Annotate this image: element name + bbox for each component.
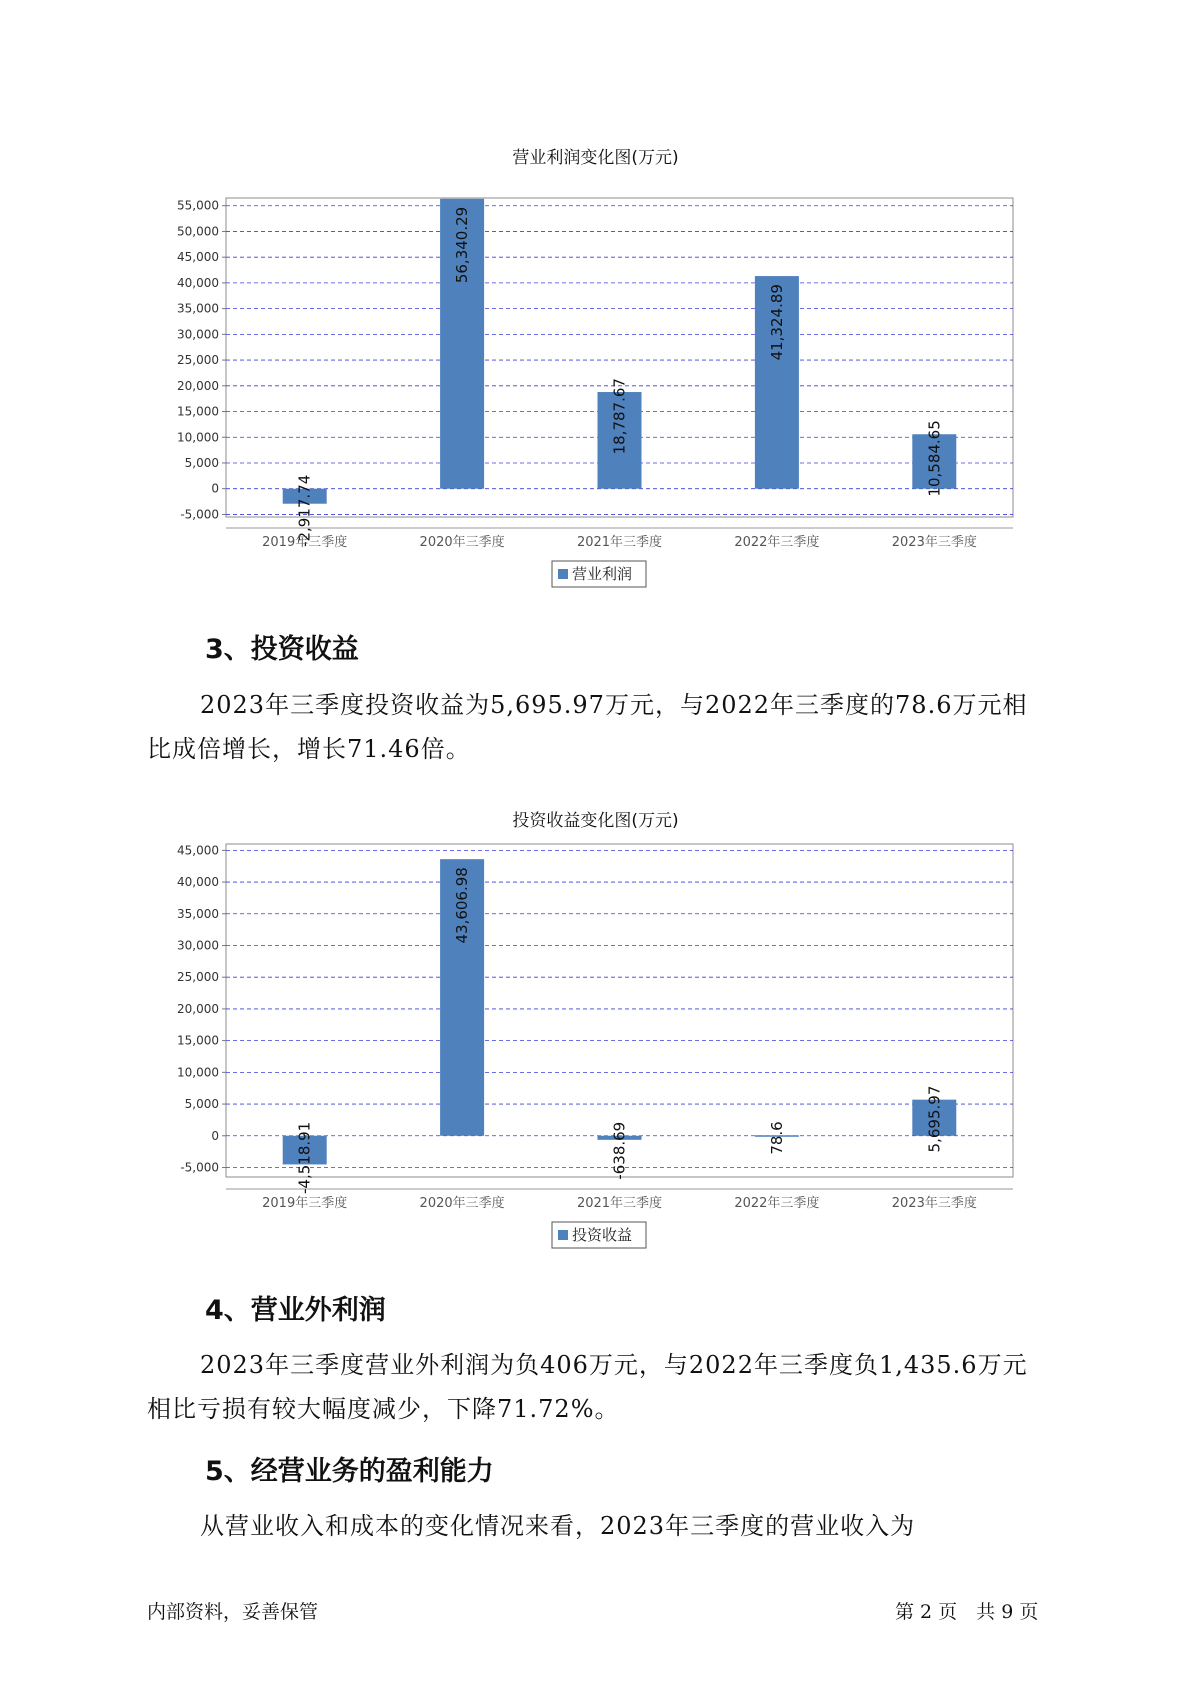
x-tick-label: 2020年三季度: [419, 535, 505, 550]
data-label: -2,917.74: [295, 474, 314, 547]
section3-paragraph: 2023年三季度投资收益为5,695.97万元，与2022年三季度的78.6万元相比成倍增长，增长71.46倍。: [147, 691, 1028, 763]
x-tick-label: 2020年三季度: [419, 1196, 505, 1211]
y-tick-label: 25,000: [177, 970, 219, 985]
legend-label: 投资收益: [572, 1226, 633, 1244]
x-tick-label: 2022年三季度: [734, 1196, 820, 1211]
legend-swatch: [558, 1230, 568, 1240]
y-tick-label: 5,000: [184, 455, 219, 470]
data-label: 41,324.89: [767, 284, 786, 361]
y-tick-label: 20,000: [177, 378, 219, 393]
data-label: 5,695.97: [925, 1085, 944, 1153]
data-label: -638.69: [610, 1121, 629, 1180]
footer-page-number: 第 2 页 共 9 页: [895, 1601, 1039, 1623]
section5-heading: 5、经营业务的盈利能力: [205, 1456, 494, 1487]
x-tick-label: 2023年三季度: [891, 1196, 977, 1211]
data-label: 43,606.98: [453, 867, 472, 944]
y-tick-label: 15,000: [177, 1033, 219, 1048]
y-tick-label: 35,000: [177, 301, 219, 316]
y-tick-label: 10,000: [177, 1065, 219, 1080]
section5-paragraph: 从营业收入和成本的变化情况来看，2023年三季度的营业收入为: [200, 1512, 916, 1540]
data-label: 56,340.29: [453, 206, 472, 284]
legend: [552, 1222, 646, 1248]
section3-heading: 3、投资收益: [205, 634, 359, 665]
section4-paragraph: 2023年三季度营业外利润为负406万元，与2022年三季度负1,435.6万元相比亏损有较大幅度减少，下降71.72%。: [147, 1351, 1028, 1423]
data-label: 10,584.65: [925, 420, 944, 497]
y-tick-label: 0: [211, 481, 219, 496]
x-tick-label: 2022年三季度: [734, 535, 820, 550]
y-tick-label: 0: [211, 1128, 219, 1143]
y-tick-label: 55,000: [177, 198, 219, 213]
data-label: 78.6: [767, 1121, 786, 1155]
x-tick-label: 2023年三季度: [891, 535, 977, 550]
data-label: -4,518.91: [295, 1121, 314, 1194]
y-tick-label: 15,000: [177, 404, 219, 419]
footer-left: 内部资料，妥善保管: [147, 1601, 319, 1623]
y-tick-label: 50,000: [177, 224, 219, 239]
x-tick-label: 2021年三季度: [576, 535, 663, 550]
x-tick-label: 2021年三季度: [576, 1196, 663, 1211]
y-tick-label: -5,000: [180, 1160, 219, 1175]
section4-heading: 4、营业外利润: [205, 1295, 386, 1326]
chart1-title: 营业利润变化图(万元): [512, 148, 679, 168]
y-tick-label: 25,000: [177, 353, 219, 368]
y-tick-label: 40,000: [177, 275, 219, 290]
x-tick-label: 2019年三季度: [262, 1196, 348, 1211]
y-tick-label: 30,000: [177, 938, 219, 953]
y-tick-label: 5,000: [184, 1097, 219, 1112]
y-tick-label: 40,000: [177, 875, 219, 890]
data-label: 18,787.67: [610, 378, 629, 455]
y-tick-label: 35,000: [177, 906, 219, 921]
y-tick-label: 45,000: [177, 843, 219, 858]
legend-label: 营业利润: [572, 565, 633, 583]
y-tick-label: 10,000: [177, 430, 219, 445]
y-tick-label: 20,000: [177, 1001, 219, 1016]
y-tick-label: 30,000: [177, 327, 219, 342]
y-tick-label: -5,000: [180, 507, 219, 522]
y-tick-label: 45,000: [177, 250, 219, 265]
x-tick-label: 2019年三季度: [262, 535, 348, 550]
chart2-title: 投资收益变化图(万元): [512, 811, 679, 831]
